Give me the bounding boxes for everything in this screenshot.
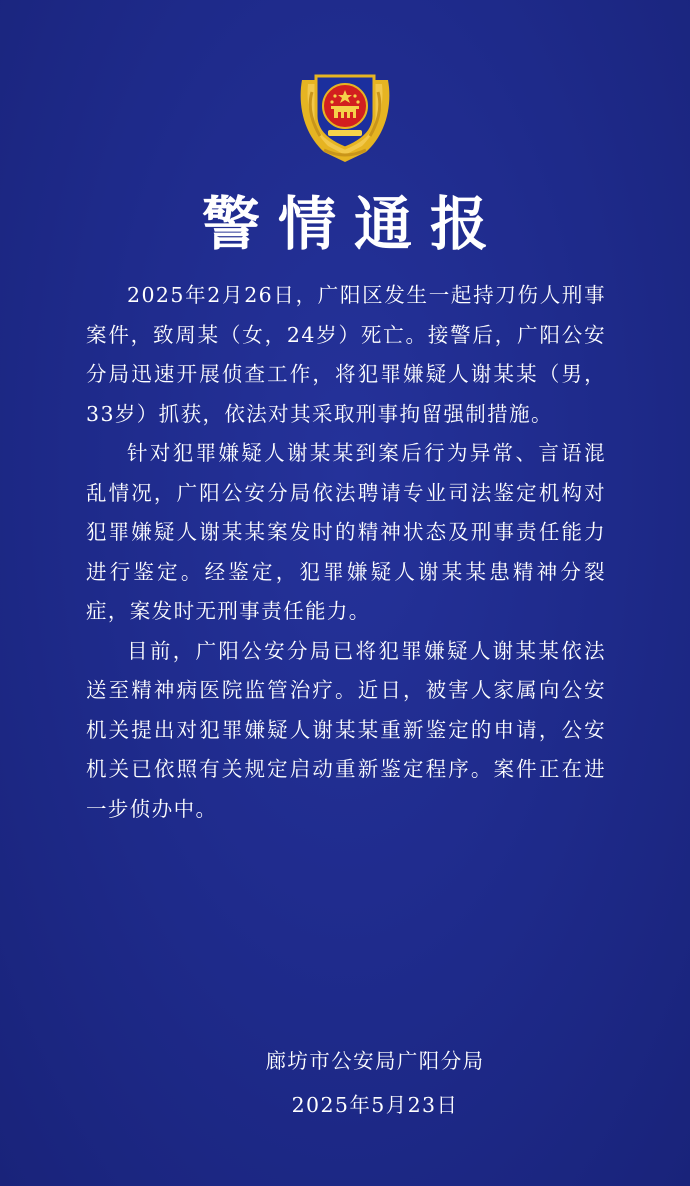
notice-body	[86, 276, 606, 829]
paragraph: 2025年2月26日，广阳区发生一起持刀伤人刑事案件，致周某（女，24岁）死亡。接警后，广阳公安分局迅速开展侦查工作，将犯罪嫌疑人谢某某（男，33岁）抓获，依法对其采取刑事拘留强制措施。	[86, 283, 606, 426]
police-emblem-icon	[294, 62, 396, 166]
paragraph: 针对犯罪嫌疑人谢某某到案后行为异常、言语混乱情况，广阳公安分局依法聘请专业司法鉴定机构对犯罪嫌疑人谢某某案发时的精神状态及刑事责任能力进行鉴定。经鉴定，犯罪嫌疑人谢某某患精神分裂症，案发时无刑事责任能力。	[86, 441, 606, 623]
paragraph: 目前，广阳公安分局已将犯罪嫌疑人谢某某依法送至精神病医院监管治疗。近日，被害人家属向公安机关提出对犯罪嫌疑人谢某某重新鉴定的申请，公安机关已依照有关规定启动重新鉴定程序。案件正在进一步侦办中。	[86, 638, 606, 821]
signature-organization: 廊坊市公安局广阳分局	[265, 1049, 485, 1073]
signature-date: 2025年5月23日	[291, 1093, 459, 1117]
page-title: 警情通报	[201, 190, 506, 258]
